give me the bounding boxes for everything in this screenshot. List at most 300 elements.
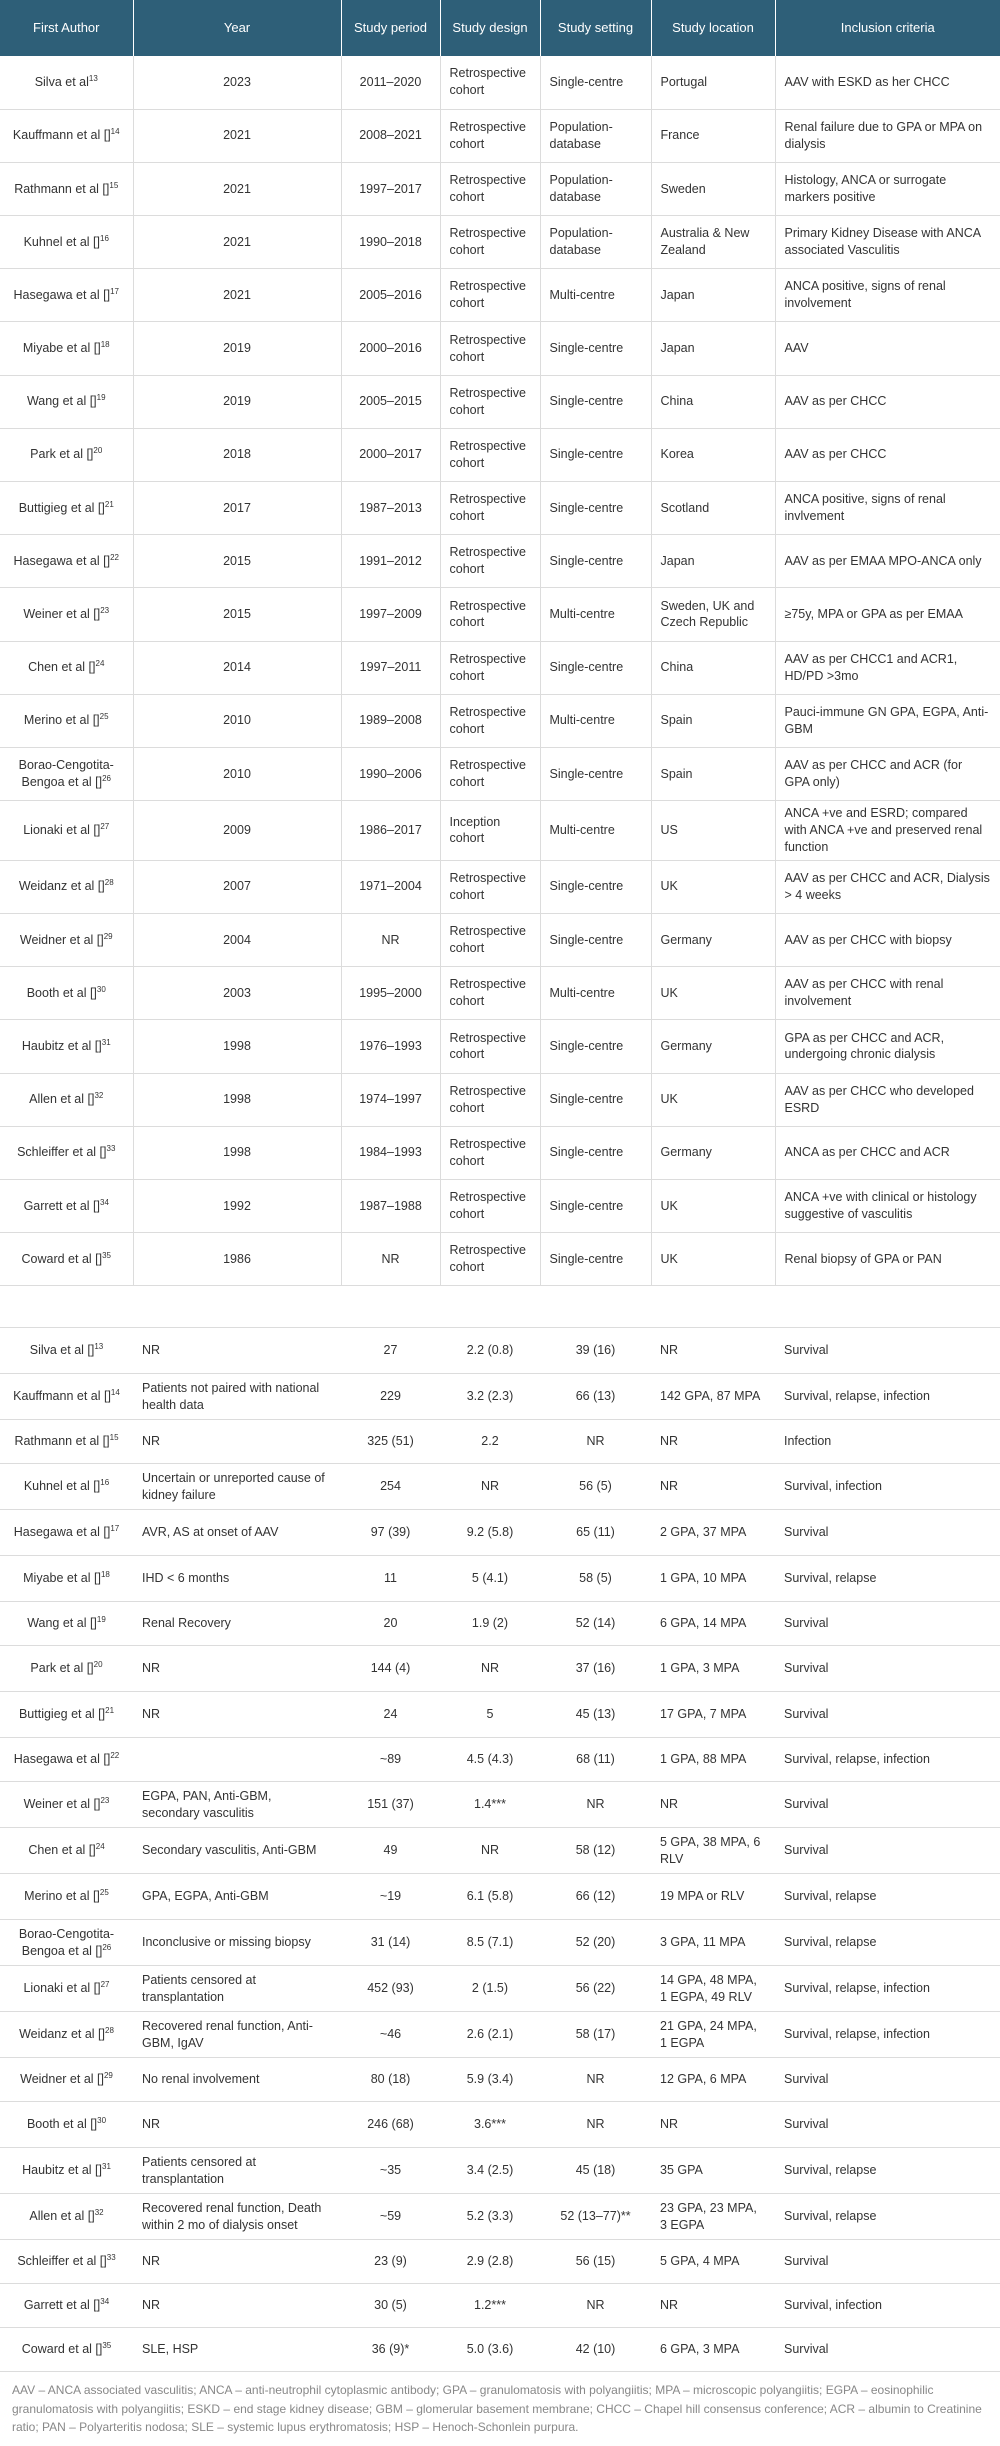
study-setting-cell: Multi-centre — [540, 967, 651, 1020]
author-name: Weiner et al [] — [23, 607, 101, 622]
table-body-study-info — [0, 56, 1000, 1286]
sample-size-cell: 36 (9)* — [341, 2328, 440, 2372]
reference-number: 13 — [94, 1342, 104, 1352]
study-period-cell: 2000–2016 — [341, 322, 440, 375]
diagnosis-cell: 6 GPA, 3 MPA — [651, 2328, 775, 2372]
table-row — [0, 109, 1000, 162]
table-row — [0, 801, 1000, 861]
follow-up-cell: 1.2*** — [440, 2284, 540, 2328]
study-period-cell: 2008–2021 — [341, 109, 440, 162]
follow-up-cell: NR — [440, 1464, 540, 1510]
inclusion-criteria-cell: AAV as per CHCC with biopsy — [775, 913, 1000, 966]
year-cell: 2019 — [133, 375, 341, 428]
author-cell — [0, 2194, 133, 2240]
author-cell — [0, 535, 133, 588]
author-name: Weidner et al [] — [19, 932, 104, 947]
study-location-cell: Germany — [651, 913, 775, 966]
reference-number: 28 — [104, 878, 114, 888]
outcome-cell: Survival, relapse — [775, 2148, 1000, 2194]
inclusion-criteria-cell: ANCA as per CHCC and ACR — [775, 1126, 1000, 1179]
exclusion-criteria-cell: No renal involvement — [133, 2058, 341, 2102]
diagnosis-cell: 21 GPA, 24 MPA, 1 EGPA — [651, 2012, 775, 2058]
table-row — [0, 1233, 1000, 1286]
header-study-location: Study location — [651, 0, 775, 56]
exclusion-criteria-cell: Secondary vasculitis, Anti-GBM — [133, 1828, 341, 1874]
sample-size-cell: 229 — [341, 1374, 440, 1420]
diagnosis-cell: 3 GPA, 11 MPA — [651, 1920, 775, 1966]
diagnosis-cell: NR — [651, 1328, 775, 1374]
year-cell: 2019 — [133, 322, 341, 375]
age-cell: 39 (16) — [540, 1328, 651, 1374]
study-setting-cell: Single-centre — [540, 322, 651, 375]
exclusion-criteria-cell: Recovered renal function, Anti-GBM, IgAV — [133, 2012, 341, 2058]
sample-size-cell: 325 (51) — [341, 1420, 440, 1464]
study-design-cell: Retrospective cohort — [440, 535, 540, 588]
study-location-cell: China — [651, 641, 775, 694]
author-cell — [0, 747, 133, 800]
exclusion-criteria-cell: NR — [133, 2102, 341, 2148]
table-row — [0, 1556, 1000, 1602]
author-cell — [0, 1073, 133, 1126]
reference-number: 25 — [99, 1888, 109, 1898]
age-cell: 52 (14) — [540, 1602, 651, 1646]
study-setting-cell: Multi-centre — [540, 588, 651, 641]
author-cell — [0, 1420, 133, 1464]
study-setting-cell: Single-centre — [540, 1020, 651, 1073]
age-cell: 68 (11) — [540, 1738, 651, 1782]
year-cell: 2021 — [133, 162, 341, 215]
age-cell: 37 (16) — [540, 1646, 651, 1692]
study-period-cell: 2005–2016 — [341, 269, 440, 322]
outcome-cell: Infection — [775, 1420, 1000, 1464]
reference-number: 21 — [104, 499, 114, 509]
study-period-cell: 1990–2018 — [341, 216, 440, 269]
sample-size-cell: 80 (18) — [341, 2058, 440, 2102]
author-name: Miyabe et al [] — [23, 1571, 101, 1586]
outcome-cell: Survival, infection — [775, 2284, 1000, 2328]
study-location-cell: France — [651, 109, 775, 162]
study-period-cell: 1974–1997 — [341, 1073, 440, 1126]
study-design-cell: Retrospective cohort — [440, 860, 540, 913]
year-cell: 2007 — [133, 860, 341, 913]
author-name: Coward et al [] — [21, 1251, 103, 1266]
author-cell — [0, 2328, 133, 2372]
author-name: Coward et al [] — [21, 2342, 103, 2357]
year-cell: 2010 — [133, 694, 341, 747]
author-cell — [0, 1874, 133, 1920]
author-name: Schleiffer et al [] — [17, 1145, 107, 1160]
sample-size-cell: 151 (37) — [341, 1782, 440, 1828]
reference-number: 17 — [110, 1524, 120, 1534]
outcome-cell: Survival, relapse, infection — [775, 1738, 1000, 1782]
study-location-cell: Spain — [651, 747, 775, 800]
author-cell — [0, 375, 133, 428]
inclusion-criteria-cell: Histology, ANCA or surrogate markers positive — [775, 162, 1000, 215]
table-row — [0, 2102, 1000, 2148]
follow-up-cell: 9.2 (5.8) — [440, 1510, 540, 1556]
study-period-cell: 2000–2017 — [341, 428, 440, 481]
author-cell — [0, 1328, 133, 1374]
study-design-cell: Retrospective cohort — [440, 269, 540, 322]
study-setting-cell: Single-centre — [540, 1233, 651, 1286]
inclusion-criteria-cell: ANCA positive, signs of renal invlvement — [775, 482, 1000, 535]
table-row — [0, 2148, 1000, 2194]
study-setting-cell: Single-centre — [540, 1179, 651, 1232]
table-row — [0, 860, 1000, 913]
reference-number: 17 — [110, 286, 119, 296]
author-cell — [0, 1602, 133, 1646]
study-location-cell: Sweden — [651, 162, 775, 215]
reference-number: 30 — [96, 984, 106, 994]
inclusion-criteria-cell: ≥75y, MPA or GPA as per EMAA — [775, 588, 1000, 641]
age-cell: 66 (13) — [540, 1374, 651, 1420]
author-cell — [0, 56, 133, 109]
sample-size-cell: 246 (68) — [341, 2102, 440, 2148]
reference-number: 16 — [100, 1478, 110, 1488]
table-row — [0, 1828, 1000, 1874]
sample-size-cell: 27 — [341, 1328, 440, 1374]
reference-number: 32 — [94, 1091, 104, 1100]
outcome-cell: Survival, relapse, infection — [775, 2012, 1000, 2058]
follow-up-cell: NR — [440, 1646, 540, 1692]
sample-size-cell: ~35 — [341, 2148, 440, 2194]
exclusion-criteria-cell: GPA, EGPA, Anti-GBM — [133, 1874, 341, 1920]
author-cell — [0, 1464, 133, 1510]
table-row — [0, 2012, 1000, 2058]
author-name: Borao-Cengotita-Bengoa et al [] — [18, 758, 114, 790]
table-row — [0, 1464, 1000, 1510]
author-name: Kuhnel et al [] — [23, 234, 101, 249]
table-row — [0, 2328, 1000, 2372]
study-design-cell: Retrospective cohort — [440, 747, 540, 800]
study-period-cell: 1986–2017 — [341, 801, 440, 861]
reference-number: 22 — [110, 1751, 120, 1761]
study-design-cell: Retrospective cohort — [440, 1233, 540, 1286]
diagnosis-cell: 5 GPA, 4 MPA — [651, 2240, 775, 2284]
study-period-cell: 2005–2015 — [341, 375, 440, 428]
author-name: Garrett et al [] — [23, 2298, 101, 2313]
reference-number: 21 — [105, 1706, 115, 1716]
year-cell: 2023 — [133, 56, 341, 109]
exclusion-criteria-cell: Inconclusive or missing biopsy — [133, 1920, 341, 1966]
study-period-cell: 1997–2009 — [341, 588, 440, 641]
table-row — [0, 747, 1000, 800]
author-cell — [0, 1510, 133, 1556]
inclusion-criteria-cell: ANCA positive, signs of renal involvement — [775, 269, 1000, 322]
age-cell: 42 (10) — [540, 2328, 651, 2372]
diagnosis-cell: 35 GPA — [651, 2148, 775, 2194]
follow-up-cell: 6.1 (5.8) — [440, 1874, 540, 1920]
author-name: Rathmann et al [] — [14, 1434, 110, 1449]
table-row — [0, 428, 1000, 481]
author-name: Silva et al — [34, 74, 89, 89]
reference-number: 27 — [100, 821, 110, 831]
age-cell: 52 (13–77)** — [540, 2194, 651, 2240]
author-name: Haubitz et al [] — [22, 2163, 102, 2178]
reference-number: 31 — [101, 1037, 111, 1047]
sample-size-cell: 11 — [341, 1556, 440, 1602]
study-setting-cell: Single-centre — [540, 1126, 651, 1179]
outcome-cell: Survival, relapse — [775, 2194, 1000, 2240]
inclusion-criteria-cell: Renal biopsy of GPA or PAN — [775, 1233, 1000, 1286]
study-design-cell: Retrospective cohort — [440, 375, 540, 428]
exclusion-criteria-cell: NR — [133, 1692, 341, 1738]
table-row — [0, 2058, 1000, 2102]
reference-number: 30 — [97, 2116, 107, 2126]
inclusion-criteria-cell: AAV as per CHCC with renal involvement — [775, 967, 1000, 1020]
inclusion-criteria-cell: AAV as per CHCC — [775, 375, 1000, 428]
table-row — [0, 322, 1000, 375]
sample-size-cell: 97 (39) — [341, 1510, 440, 1556]
age-cell: NR — [540, 1420, 651, 1464]
diagnosis-cell: 14 GPA, 48 MPA, 1 EGPA, 49 RLV — [651, 1966, 775, 2012]
outcome-cell: Survival, infection — [775, 1464, 1000, 1510]
study-setting-cell: Population-database — [540, 162, 651, 215]
author-name: Borao-Cengotita-Bengoa et al [] — [18, 1926, 115, 1958]
year-cell: 2003 — [133, 967, 341, 1020]
table-row — [0, 1920, 1000, 1966]
exclusion-criteria-cell: AVR, AS at onset of AAV — [133, 1510, 341, 1556]
author-name: Wang et al [] — [26, 394, 97, 409]
author-cell — [0, 694, 133, 747]
table-row — [0, 1420, 1000, 1464]
author-name: Kuhnel et al [] — [23, 1479, 101, 1494]
follow-up-cell: 2.2 (0.8) — [440, 1328, 540, 1374]
author-cell — [0, 322, 133, 375]
reference-number: 22 — [110, 552, 119, 562]
study-setting-cell: Multi-centre — [540, 269, 651, 322]
table-row — [0, 1374, 1000, 1420]
author-cell — [0, 2058, 133, 2102]
study-design-cell: Retrospective cohort — [440, 109, 540, 162]
table-row — [0, 641, 1000, 694]
author-name: Weidner et al [] — [20, 2072, 104, 2087]
study-setting-cell: Population-database — [540, 216, 651, 269]
age-cell: NR — [540, 2284, 651, 2328]
year-cell: 2009 — [133, 801, 341, 861]
author-name: Allen et al [] — [29, 1092, 95, 1107]
diagnosis-cell: 12 GPA, 6 MPA — [651, 2058, 775, 2102]
author-name: Merino et al [] — [23, 713, 100, 728]
year-cell: 2015 — [133, 588, 341, 641]
author-cell — [0, 860, 133, 913]
study-setting-cell: Single-centre — [540, 482, 651, 535]
study-location-cell: UK — [651, 1179, 775, 1232]
table-row — [0, 1179, 1000, 1232]
author-cell — [0, 1692, 133, 1738]
author-cell — [0, 1966, 133, 2012]
diagnosis-cell: 1 GPA, 88 MPA — [651, 1738, 775, 1782]
sample-size-cell: ~89 — [341, 1738, 440, 1782]
study-setting-cell: Single-centre — [540, 747, 651, 800]
table-row — [0, 1510, 1000, 1556]
sample-size-cell: 49 — [341, 1828, 440, 1874]
reference-number: 16 — [100, 233, 109, 243]
study-location-cell: Korea — [651, 428, 775, 481]
reference-number: 24 — [95, 1842, 105, 1852]
follow-up-cell: 5 — [440, 1692, 540, 1738]
author-name: Merino et al [] — [24, 1889, 100, 1904]
diagnosis-cell: 23 GPA, 23 MPA, 3 EGPA — [651, 2194, 775, 2240]
study-location-cell: UK — [651, 967, 775, 1020]
author-name: Weidanz et al [] — [18, 879, 105, 894]
author-cell — [0, 2284, 133, 2328]
author-cell — [0, 967, 133, 1020]
sample-size-cell: 20 — [341, 1602, 440, 1646]
inclusion-criteria-cell: AAV as per CHCC and ACR, Dialysis > 4 weeks — [775, 860, 1000, 913]
author-cell — [0, 269, 133, 322]
follow-up-cell: 1.9 (2) — [440, 1602, 540, 1646]
author-cell — [0, 2012, 133, 2058]
header-year: Year — [133, 0, 341, 56]
year-cell: 1998 — [133, 1073, 341, 1126]
exclusion-criteria-cell: NR — [133, 1328, 341, 1374]
outcome-cell: Survival — [775, 1782, 1000, 1828]
follow-up-cell: 5.0 (3.6) — [440, 2328, 540, 2372]
follow-up-cell: 2.6 (2.1) — [440, 2012, 540, 2058]
table-body-study-outcomes — [0, 1328, 1000, 2372]
sample-size-cell: ~19 — [341, 1874, 440, 1920]
header-inclusion-criteria: Inclusion criteria — [775, 0, 1000, 56]
study-location-cell: Australia & New Zealand — [651, 216, 775, 269]
diagnosis-cell: 1 GPA, 10 MPA — [651, 1556, 775, 1602]
reference-number: 29 — [103, 2071, 113, 2081]
exclusion-criteria-cell: NR — [133, 1646, 341, 1692]
age-cell: 45 (18) — [540, 2148, 651, 2194]
table-header-row — [0, 0, 1000, 56]
age-cell: 66 (12) — [540, 1874, 651, 1920]
author-name: Chen et al [] — [28, 660, 96, 675]
age-cell: 52 (20) — [540, 1920, 651, 1966]
exclusion-criteria-cell: Patients not paired with national health data — [133, 1374, 341, 1420]
diagnosis-cell: 19 MPA or RLV — [651, 1874, 775, 1920]
outcome-cell: Survival — [775, 2102, 1000, 2148]
reference-number: 15 — [109, 1433, 119, 1443]
study-location-cell: Portugal — [651, 56, 775, 109]
study-design-cell: Retrospective cohort — [440, 967, 540, 1020]
sample-size-cell: 30 (5) — [341, 2284, 440, 2328]
table-row — [0, 482, 1000, 535]
reference-number: 15 — [109, 180, 119, 190]
author-cell — [0, 1020, 133, 1073]
sample-size-cell: ~59 — [341, 2194, 440, 2240]
author-name: Lionaki et al [] — [23, 1981, 101, 1996]
study-location-cell: UK — [651, 1073, 775, 1126]
study-period-cell: 1991–2012 — [341, 535, 440, 588]
follow-up-cell: 3.6*** — [440, 2102, 540, 2148]
reference-number: 18 — [100, 339, 110, 349]
exclusion-criteria-cell: Renal Recovery — [133, 1602, 341, 1646]
outcome-cell: Survival — [775, 2240, 1000, 2284]
table-row — [0, 1738, 1000, 1782]
age-cell: 58 (12) — [540, 1828, 651, 1874]
study-design-cell: Retrospective cohort — [440, 428, 540, 481]
sample-size-cell: 452 (93) — [341, 1966, 440, 2012]
table-separator — [0, 1286, 1000, 1328]
outcome-cell: Survival, relapse, infection — [775, 1966, 1000, 2012]
reference-number: 14 — [110, 127, 120, 137]
follow-up-cell: 3.2 (2.3) — [440, 1374, 540, 1420]
reference-number: 34 — [100, 1197, 109, 1207]
table-row — [0, 1602, 1000, 1646]
follow-up-cell: 5.9 (3.4) — [440, 2058, 540, 2102]
outcome-cell: Survival — [775, 1646, 1000, 1692]
sample-size-cell: 31 (14) — [341, 1920, 440, 1966]
diagnosis-cell: NR — [651, 2102, 775, 2148]
study-period-cell: 1984–1993 — [341, 1126, 440, 1179]
study-setting-cell: Single-centre — [540, 56, 651, 109]
inclusion-criteria-cell: AAV — [775, 322, 1000, 375]
author-name: Booth et al [] — [26, 2117, 98, 2132]
author-name: Chen et al [] — [28, 1843, 96, 1858]
author-name: Wang et al [] — [27, 1616, 97, 1631]
exclusion-criteria-cell: Uncertain or unreported cause of kidney failure — [133, 1464, 341, 1510]
inclusion-criteria-cell: Renal failure due to GPA or MPA on dialysis — [775, 109, 1000, 162]
reference-number: 20 — [93, 1660, 103, 1670]
reference-number: 33 — [106, 2253, 116, 2263]
table-row — [0, 535, 1000, 588]
table-row — [0, 1646, 1000, 1692]
reference-number: 29 — [103, 931, 113, 941]
table-row — [0, 162, 1000, 215]
follow-up-cell: 3.4 (2.5) — [440, 2148, 540, 2194]
inclusion-criteria-cell: AAV as per EMAA MPO-ANCA only — [775, 535, 1000, 588]
author-name: Hasegawa et al [] — [13, 1525, 111, 1540]
table-row — [0, 1126, 1000, 1179]
study-design-cell: Retrospective cohort — [440, 694, 540, 747]
study-design-cell: Retrospective cohort — [440, 1020, 540, 1073]
study-design-cell: Retrospective cohort — [440, 588, 540, 641]
inclusion-criteria-cell: ANCA +ve with clinical or histology suggestive of vasculitis — [775, 1179, 1000, 1232]
study-setting-cell: Single-centre — [540, 428, 651, 481]
table-row — [0, 588, 1000, 641]
author-cell — [0, 641, 133, 694]
author-name: Park et al [] — [30, 447, 94, 462]
year-cell: 2015 — [133, 535, 341, 588]
year-cell: 2021 — [133, 269, 341, 322]
diagnosis-cell: 17 GPA, 7 MPA — [651, 1692, 775, 1738]
diagnosis-cell: 142 GPA, 87 MPA — [651, 1374, 775, 1420]
author-cell — [0, 2240, 133, 2284]
header-study-setting: Study setting — [540, 0, 651, 56]
reference-number: 13 — [88, 73, 98, 83]
author-name: Kauffmann et al [] — [12, 128, 111, 143]
reference-number: 26 — [102, 1942, 112, 1952]
table-row — [0, 216, 1000, 269]
sample-size-cell: 23 (9) — [341, 2240, 440, 2284]
table-footnote: AAV – ANCA associated vasculitis; ANCA – anti-neutrophil cytoplasmic antibody; GPA – granulomatosis with polyangiitis; MPA – microscopic polyangiitis; EGPA – eosinophilic granulomatosis with polyangiitis; ESKD – end stage kidney disease; GBM – glomerular basement membrane; CHCC – Chapel hill consensus conference; ACR – albumin to Creatinine ratio; PAN – Polyarteritis nodosa; SLE – systemic lupus erythromatosis; HSP – Henoch-Schonlein purpura. — [12, 2383, 982, 2435]
table-row — [0, 375, 1000, 428]
table-row — [0, 1692, 1000, 1738]
inclusion-criteria-cell: AAV as per CHCC who developed ESRD — [775, 1073, 1000, 1126]
table-row — [0, 269, 1000, 322]
separator-row — [0, 1286, 1000, 1328]
study-location-cell: China — [651, 375, 775, 428]
follow-up-cell: 5.2 (3.3) — [440, 2194, 540, 2240]
diagnosis-cell: 5 GPA, 38 MPA, 6 RLV — [651, 1828, 775, 1874]
reference-number: 31 — [102, 2162, 111, 2172]
study-period-cell: 1987–2013 — [341, 482, 440, 535]
author-cell — [0, 1179, 133, 1232]
age-cell: NR — [540, 2058, 651, 2102]
reference-number: 18 — [100, 1570, 110, 1580]
follow-up-cell: 2 (1.5) — [440, 1966, 540, 2012]
study-period-cell: 1995–2000 — [341, 967, 440, 1020]
author-cell — [0, 2102, 133, 2148]
study-period-cell: 1971–2004 — [341, 860, 440, 913]
reference-number: 26 — [102, 773, 112, 783]
table-row — [0, 1328, 1000, 1374]
